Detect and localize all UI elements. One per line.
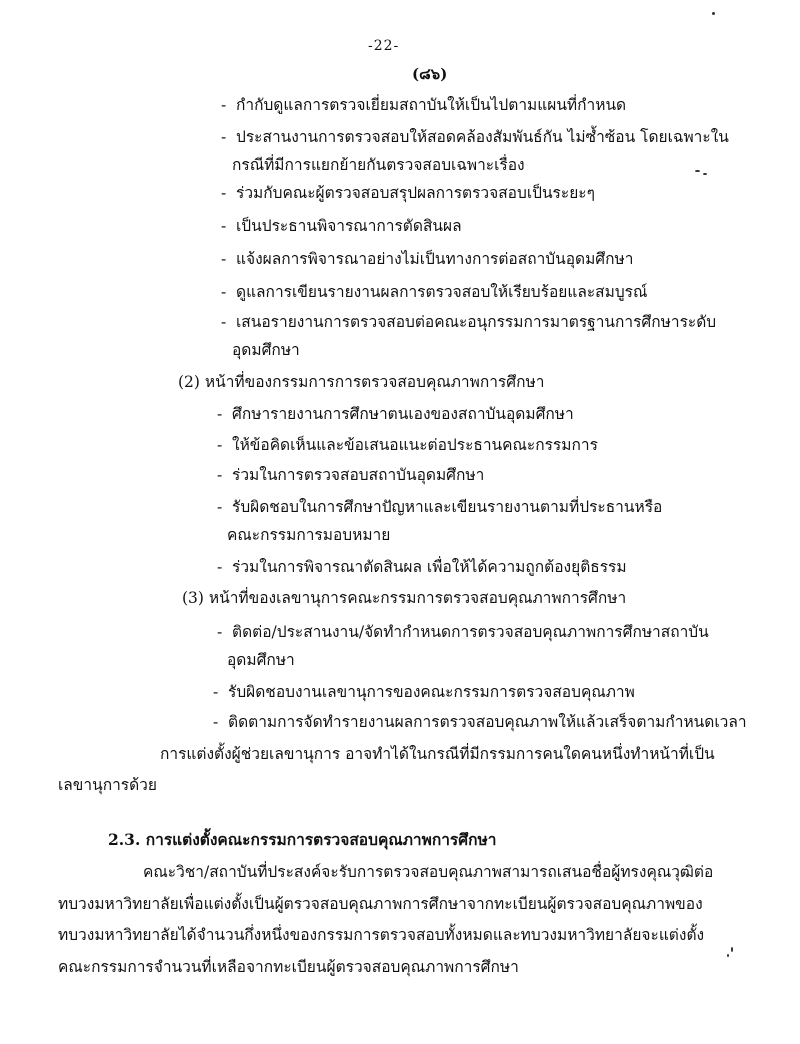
list-item: กำกับดูแลการตรวจเยี่ยมสถาบันให้เป็นไปตามแผนที่กำหนด xyxy=(236,96,627,114)
page-number: -22- xyxy=(368,38,400,54)
list-bullet: - xyxy=(217,466,223,484)
scan-speck xyxy=(712,12,715,15)
scan-speck xyxy=(695,170,700,172)
list-bullet: - xyxy=(221,313,227,331)
paragraph-line: ทบวงมหาวิทยาลัยได้จำนวนกึ่งหนึ่งของกรรมการตรวจสอบทั้งหมดและทบวงมหาวิทยาลัยจะแต่งตั้ง xyxy=(58,926,705,944)
list-bullet: - xyxy=(217,623,223,641)
list-item: ติดต่อ/ประสานงาน/จัดทำกำหนดการตรวจสอบคุณภาพการศึกษาสถาบัน xyxy=(232,623,709,641)
list-bullet: - xyxy=(221,250,227,268)
list-item-continuation: คณะกรรมการมอบหมาย xyxy=(227,526,391,544)
sub-page-number: (๘๖) xyxy=(412,65,448,83)
list-item: แจ้งผลการพิจารณาอย่างไม่เป็นทางการต่อสถาบันอุดมศึกษา xyxy=(236,250,634,268)
paragraph-line: คณะกรรมการจำนวนที่เหลือจากทะเบียนผู้ตรวจสอบคุณภาพการศึกษา xyxy=(58,958,519,976)
list-item: เป็นประธานพิจารณาการตัดสินผล xyxy=(236,217,462,235)
list-bullet: - xyxy=(213,683,219,701)
section-heading: 2.3. การแต่งตั้งคณะกรรมการตรวจสอบคุณภาพการศึกษา xyxy=(108,830,497,849)
list-item: ประสานงานการตรวจสอบให้สอดคล้องสัมพันธ์กัน ไม่ซ้ำซ้อน โดยเฉพาะใน xyxy=(236,128,729,146)
list-item: ร่วมในการพิจารณาตัดสินผล เพื่อให้ได้ความถูกต้องยุติธรรม xyxy=(232,558,627,576)
paragraph-line: การแต่งตั้งผู้ช่วยเลขานุการ อาจทำได้ในกรณีที่มีกรรมการคนใดคนหนึ่งทำหน้าที่เป็น xyxy=(160,745,715,763)
section-heading: (3) หน้าที่ของเลขานุการคณะกรรมการตรวจสอบคุณภาพการศึกษา xyxy=(182,589,627,607)
list-bullet: - xyxy=(221,217,227,235)
list-item: ดูแลการเขียนรายงานผลการตรวจสอบให้เรียบร้อยและสมบูรณ์ xyxy=(236,283,648,301)
list-item-continuation: อุดมศึกษา xyxy=(227,651,295,669)
list-bullet: - xyxy=(213,713,219,731)
scan-speck xyxy=(731,947,733,952)
list-item: รับผิดชอบงานเลขานุการของคณะกรรมการตรวจสอบคุณภาพ xyxy=(228,683,635,701)
list-bullet: - xyxy=(221,184,227,202)
list-bullet: - xyxy=(221,283,227,301)
list-bullet: - xyxy=(217,405,223,423)
list-item: เสนอรายงานการตรวจสอบต่อคณะอนุกรรมการมาตรฐานการศึกษาระดับ xyxy=(236,313,717,331)
paragraph-line: เลขานุการด้วย xyxy=(58,776,157,794)
list-bullet: - xyxy=(217,498,223,516)
section-heading: (2) หน้าที่ของกรรมการการตรวจสอบคุณภาพการศึกษา xyxy=(178,373,545,391)
list-item: ให้ข้อคิดเห็นและข้อเสนอแนะต่อประธานคณะกรรมการ xyxy=(232,436,598,454)
list-item: ร่วมในการตรวจสอบสถาบันอุดมศึกษา xyxy=(232,466,485,484)
paragraph-line: คณะวิชา/สถาบันที่ประสงค์จะรับการตรวจสอบคุณภาพสามารถเสนอชื่อผู้ทรงคุณวุฒิต่อ xyxy=(143,863,714,881)
list-bullet: - xyxy=(217,436,223,454)
scan-speck xyxy=(727,954,729,957)
list-item: รับผิดชอบในการศึกษาปัญหาและเขียนรายงานตามที่ประธานหรือ xyxy=(232,498,663,516)
list-item-continuation: อุดมศึกษา xyxy=(232,341,300,359)
list-item: ติดตามการจัดทำรายงานผลการตรวจสอบคุณภาพให้แล้วเสร็จตามกำหนดเวลา xyxy=(228,713,747,731)
scan-speck xyxy=(703,173,707,175)
list-item: ศึกษารายงานการศึกษาตนเองของสถาบันอุดมศึกษา xyxy=(232,405,574,423)
list-bullet: - xyxy=(217,558,223,576)
list-item-continuation: กรณีที่มีการแยกย้ายกันตรวจสอบเฉพาะเรื่อง xyxy=(232,156,525,174)
list-item: ร่วมกับคณะผู้ตรวจสอบสรุปผลการตรวจสอบเป็นระยะๆ xyxy=(236,184,595,202)
list-bullet: - xyxy=(221,96,227,114)
list-bullet: - xyxy=(221,128,227,146)
paragraph-line: ทบวงมหาวิทยาลัยเพื่อแต่งตั้งเป็นผู้ตรวจสอบคุณภาพการศึกษาจากทะเบียนผู้ตรวจสอบคุณภาพของ xyxy=(58,895,703,913)
